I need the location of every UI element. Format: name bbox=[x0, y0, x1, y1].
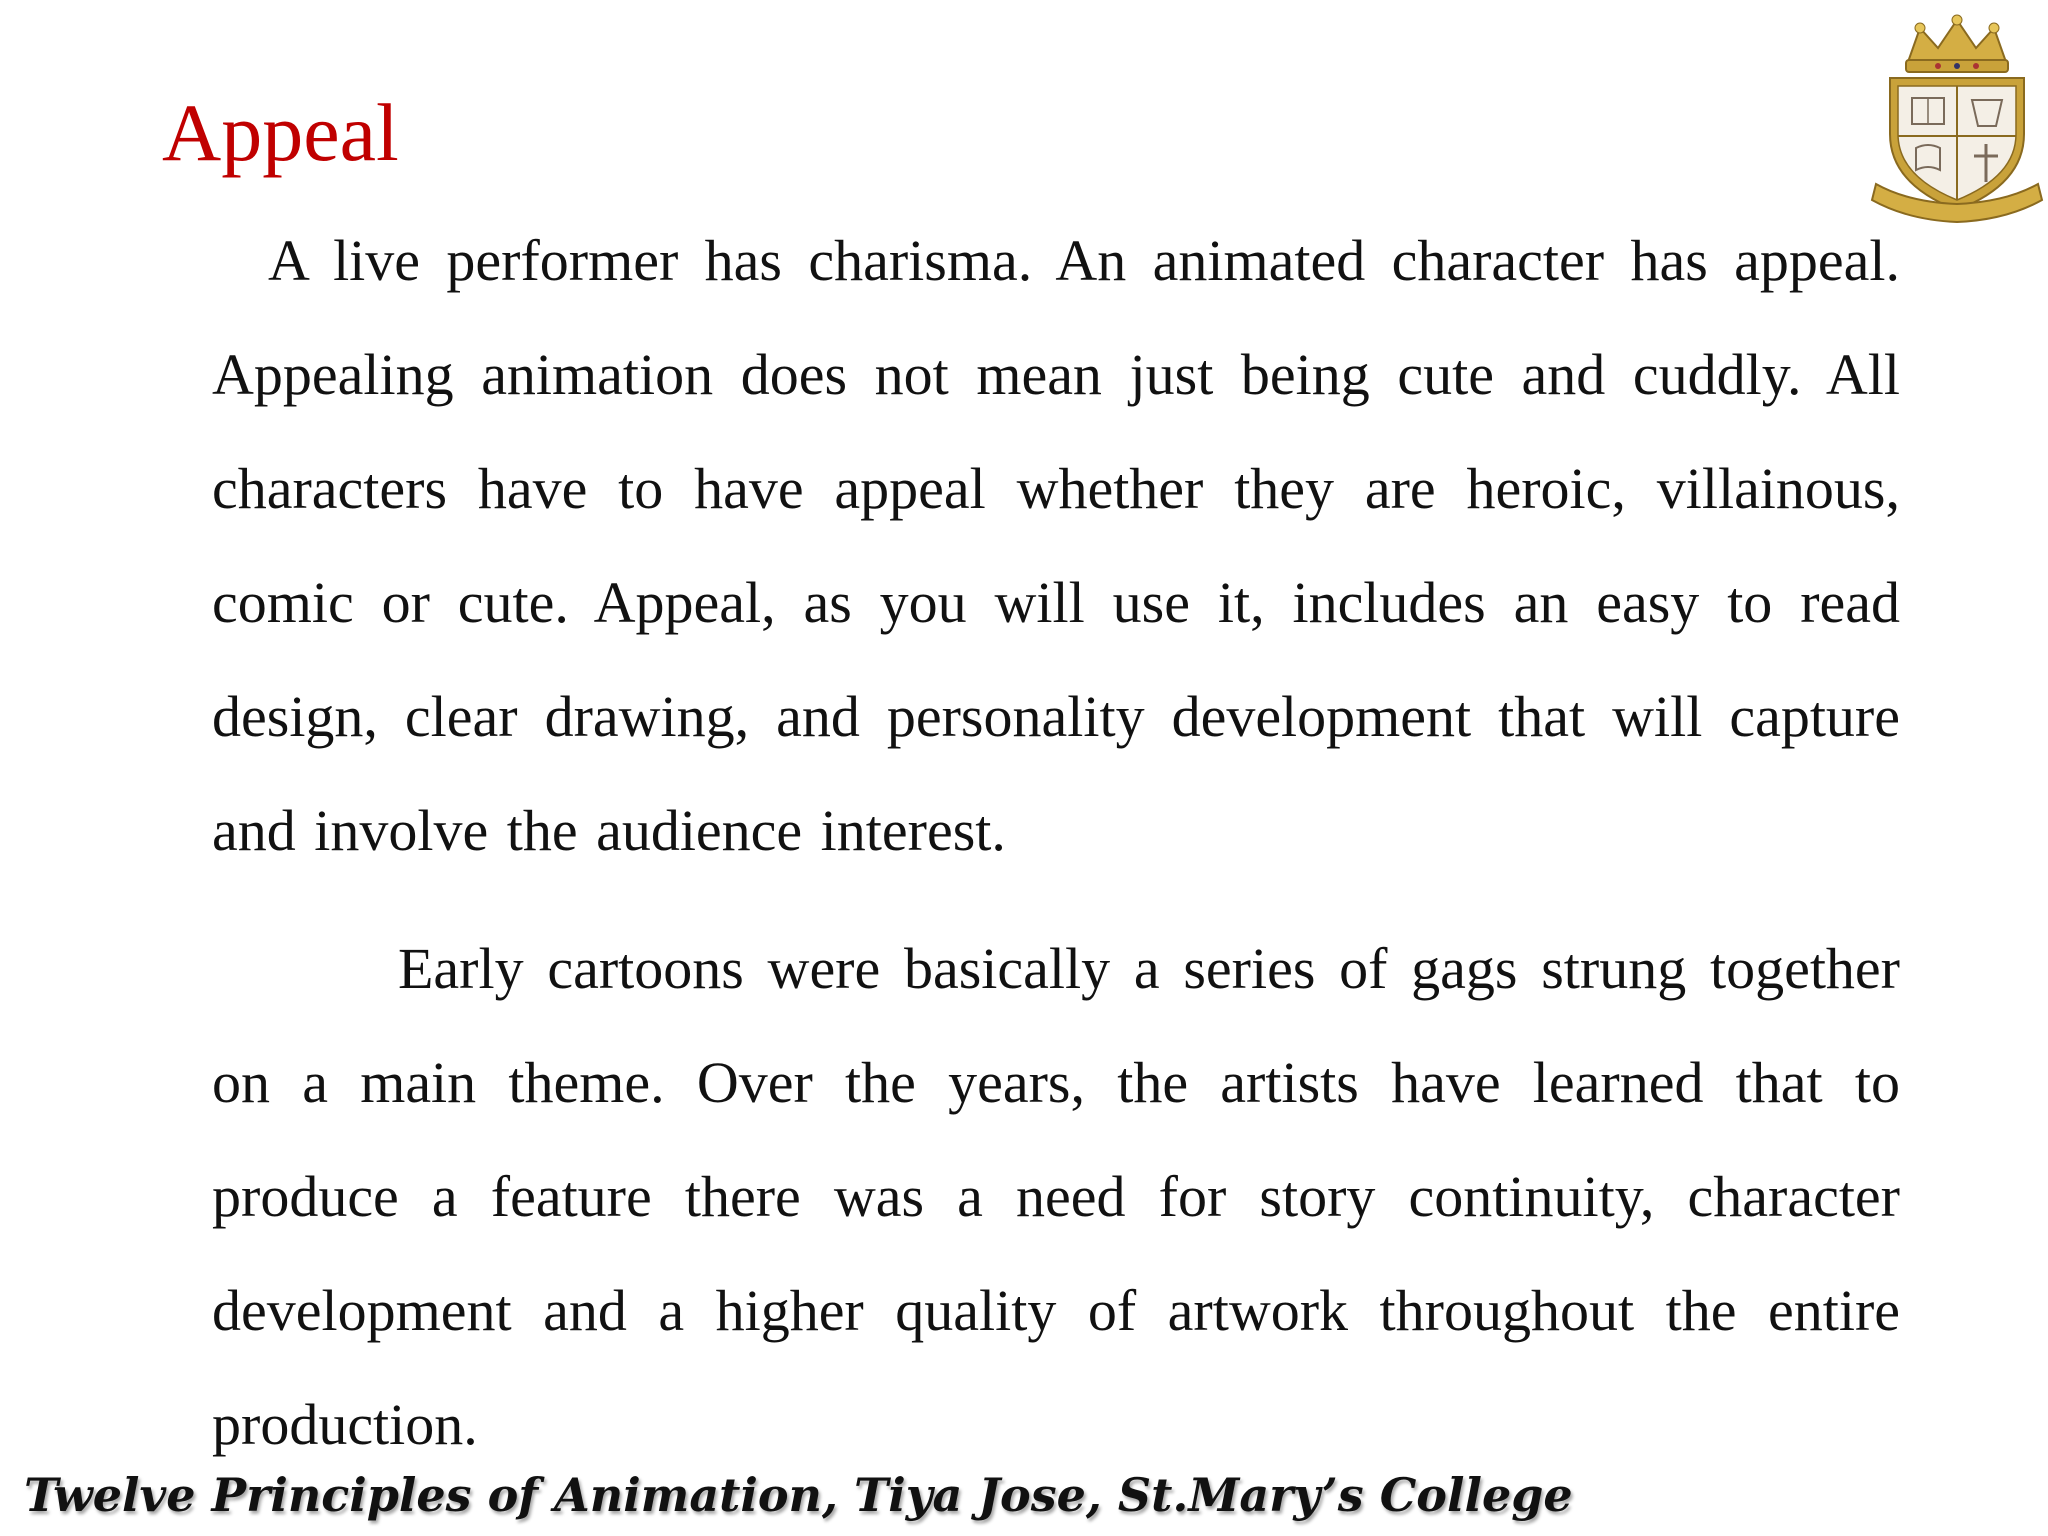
shield-icon bbox=[1890, 78, 2024, 210]
college-crest-logo bbox=[1868, 14, 2046, 224]
slide-body bbox=[212, 204, 1900, 1482]
paragraph-early-cartoons: Early cartoons were basically a series of gags strung together on a main theme. Over the years, the artists have learned that to produce a feature there was a need for story continuity, character development and a higher quality of artwork throughout the entire production. bbox=[212, 936, 1900, 1457]
paragraph-appeal-definition: A live performer has charisma. An animated character has appeal. Appealing animation does not mean just being cute and cuddly. All characters have to have appeal whether they are heroic, villainous, comic or cute. Appeal, as you will use it, includes an easy to read design, clear drawing, and personality development that will capture and involve the audience interest. bbox=[212, 228, 1900, 863]
slide-title: Appeal bbox=[162, 87, 399, 178]
slide-footer: Twelve Principles of Animation, Tiya Jose, St.Mary’s College bbox=[24, 1468, 1573, 1522]
crown-icon bbox=[1906, 15, 2008, 72]
